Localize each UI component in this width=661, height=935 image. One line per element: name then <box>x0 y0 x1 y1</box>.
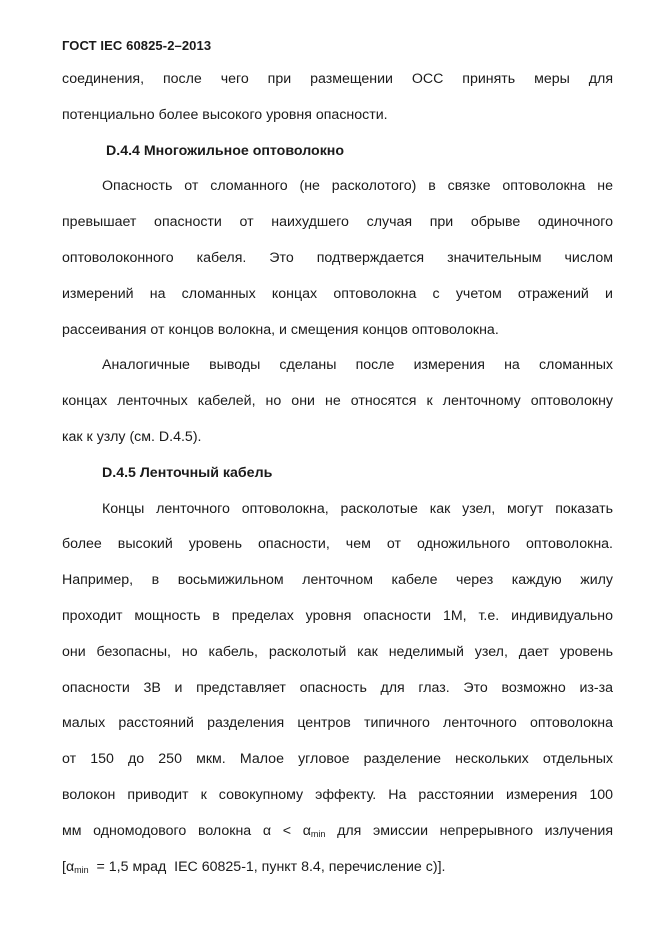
paragraph-line: Например, в восьмижильном ленточном кабеле через каждую жилу <box>62 572 613 589</box>
paragraph-line: измерений на сломанных концах оптоволокна с учетом отражений и <box>62 285 613 302</box>
paragraph-line: опасности 3В и представляет опасность для глаз. Это возможно из-за <box>62 679 613 696</box>
paragraph-line: более высокий уровень опасности, чем от одножильного оптоволокна. <box>62 536 613 553</box>
section-heading-d45: D.4.5 Ленточный кабель <box>102 464 273 481</box>
line-text: = 1,5 мрад IEC 60825-1, пункт 8.4, перечисление с)]. <box>88 858 446 875</box>
document-body <box>62 62 613 885</box>
paragraph-line: превышает опасности от наихудшего случая при обрыве одиночного <box>62 214 613 231</box>
paragraph-line: Аналогичные выводы сделаны после измерения на сломанных <box>102 357 613 374</box>
paragraph-line: от 150 до 250 мкм. Малое угловое разделение нескольких отдельных <box>62 751 613 768</box>
subscript-min: min <box>310 828 326 839</box>
paragraph-line <box>62 850 613 886</box>
paragraph-line: малых расстояний разделения центров типичного ленточного оптоволокна <box>62 715 613 732</box>
paragraph-line: рассеивания от концов волокна, и смещения концов оптоволокна. <box>62 321 499 338</box>
line-text: [α <box>62 858 75 875</box>
paragraph-line: Опасность от сломанного (не расколотого) в связке оптоволокна не <box>102 178 613 195</box>
section-heading-d44: D.4.4 Многожильное оптоволокно <box>106 142 345 159</box>
paragraph-line: оптоволоконного кабеля. Это подтверждается значительным числом <box>62 249 613 266</box>
intro-line: потенциально более высокого уровня опасности. <box>62 106 388 123</box>
intro-line: соединения, после чего при размещении ОСС принять меры для <box>62 71 613 87</box>
paragraph-line: проходит мощность в пределах уровня опасности 1М, т.е. индивидуально <box>62 607 613 624</box>
line-text: мм одномодового волокна α < α <box>62 822 311 839</box>
standard-header: ГОСТ IEC 60825-2–2013 <box>62 38 212 53</box>
subscript-min: min <box>74 864 89 875</box>
paragraph-line: концах ленточных кабелей, но они не относятся к ленточному оптоволокну <box>62 393 613 410</box>
paragraph-line: Концы ленточного оптоволокна, расколотые как узел, могут показать <box>102 500 613 517</box>
paragraph-line: волокон приводит к совокупному эффекту. На расстоянии измерения 100 <box>62 786 613 803</box>
paragraph-line: они безопасны, но кабель, расколотый как неделимый узел, дает уровень <box>62 643 613 660</box>
paragraph-line: как к узлу (см. D.4.5). <box>62 428 202 445</box>
line-text: для эмиссии непрерывного излучения <box>325 822 614 839</box>
paragraph-line <box>62 814 613 850</box>
